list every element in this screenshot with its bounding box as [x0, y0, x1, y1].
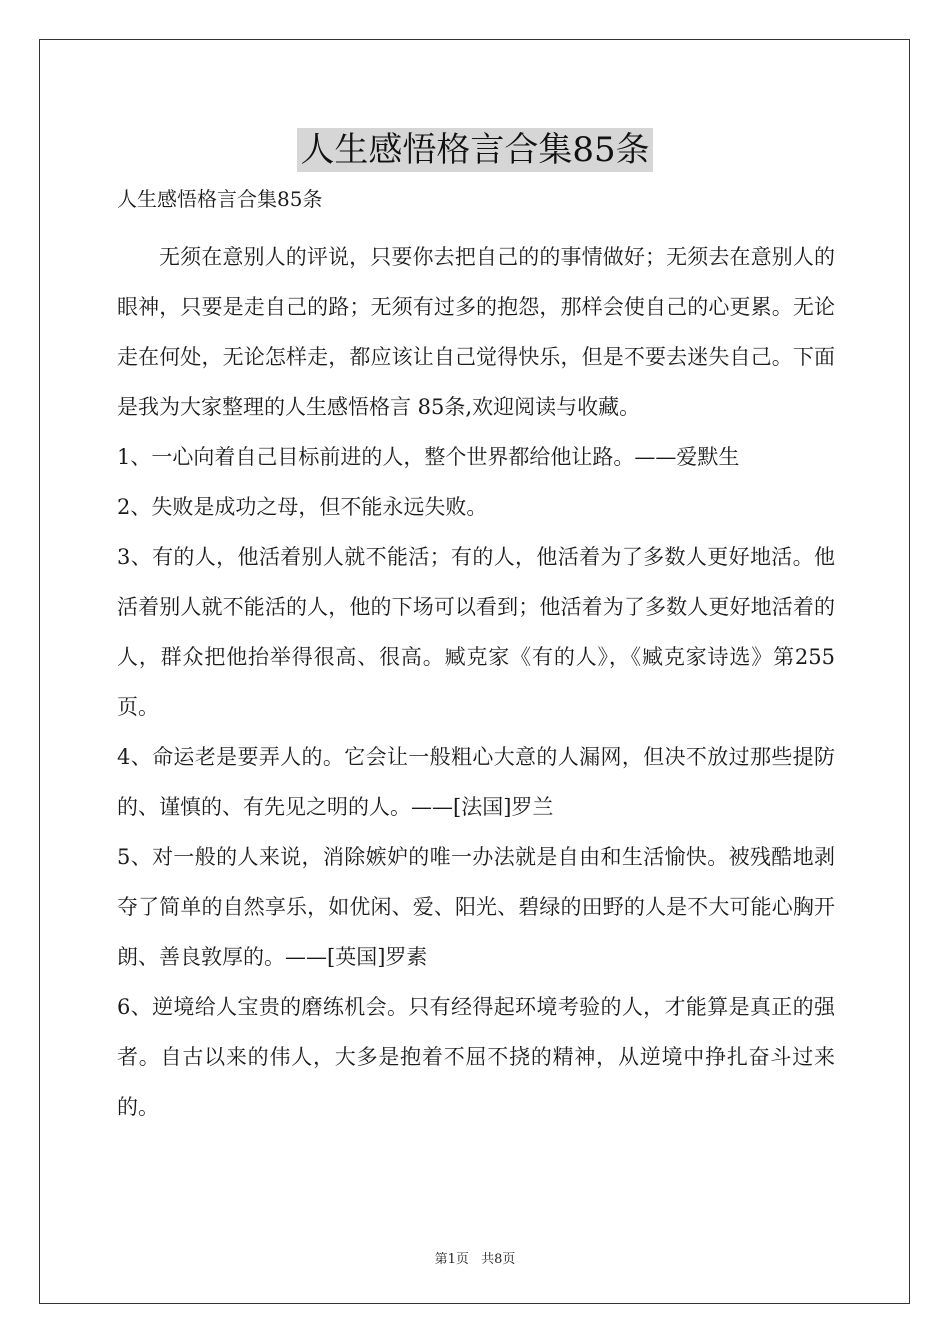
quote-item: 5、对一般的人来说，消除嫉妒的唯一办法就是自由和生活愉快。被残酷地剥夺了简单的自然享乐，如优闲、爱、阳光、碧绿的田野的人是不大可能心胸开朗、善良敦厚的。——[英国]罗素 — [117, 845, 835, 969]
page-number: 第1页 — [434, 1252, 469, 1267]
document-body — [117, 232, 835, 1132]
page-footer — [0, 1248, 950, 1267]
title-container — [0, 128, 950, 172]
document-subtitle: 人生感悟格言合集85条 — [117, 187, 323, 211]
intro-paragraph: 无须在意别人的评说，只要你去把自己的的事情做好；无须去在意别人的眼神，只要是走自己的路；无须有过多的抱怨，那样会使自己的心更累。无论走在何处，无论怎样走，都应该让自己觉得快乐，但是不要去迷失自己。下面是我为大家整理的人生感悟格言 85条,欢迎阅读与收藏。 — [117, 245, 835, 419]
quote-item: 1、一心向着自己目标前进的人，整个世界都给他让路。——爱默生 — [117, 445, 740, 469]
quote-item: 2、失败是成功之母，但不能永远失败。 — [117, 495, 488, 519]
document-title: 人生感悟格言合集85条 — [297, 128, 652, 172]
page-total: 共8页 — [481, 1252, 516, 1267]
quote-item: 6、逆境给人宝贵的磨练机会。只有经得起环境考验的人，才能算是真正的强者。自古以来的伟人，大多是抱着不屈不挠的精神，从逆境中挣扎奋斗过来的。 — [117, 995, 835, 1119]
quote-item: 3、有的人，他活着别人就不能活；有的人，他活着为了多数人更好地活。他活着别人就不能活的人，他的下场可以看到；他活着为了多数人更好地活着的人，群众把他抬举得很高、很高。臧克家《有的人》，《臧克家诗选》第255页。 — [117, 545, 835, 719]
quote-item: 4、命运老是要弄人的。它会让一般粗心大意的人漏网，但决不放过那些提防的、谨慎的、有先见之明的人。——[法国]罗兰 — [117, 745, 835, 819]
